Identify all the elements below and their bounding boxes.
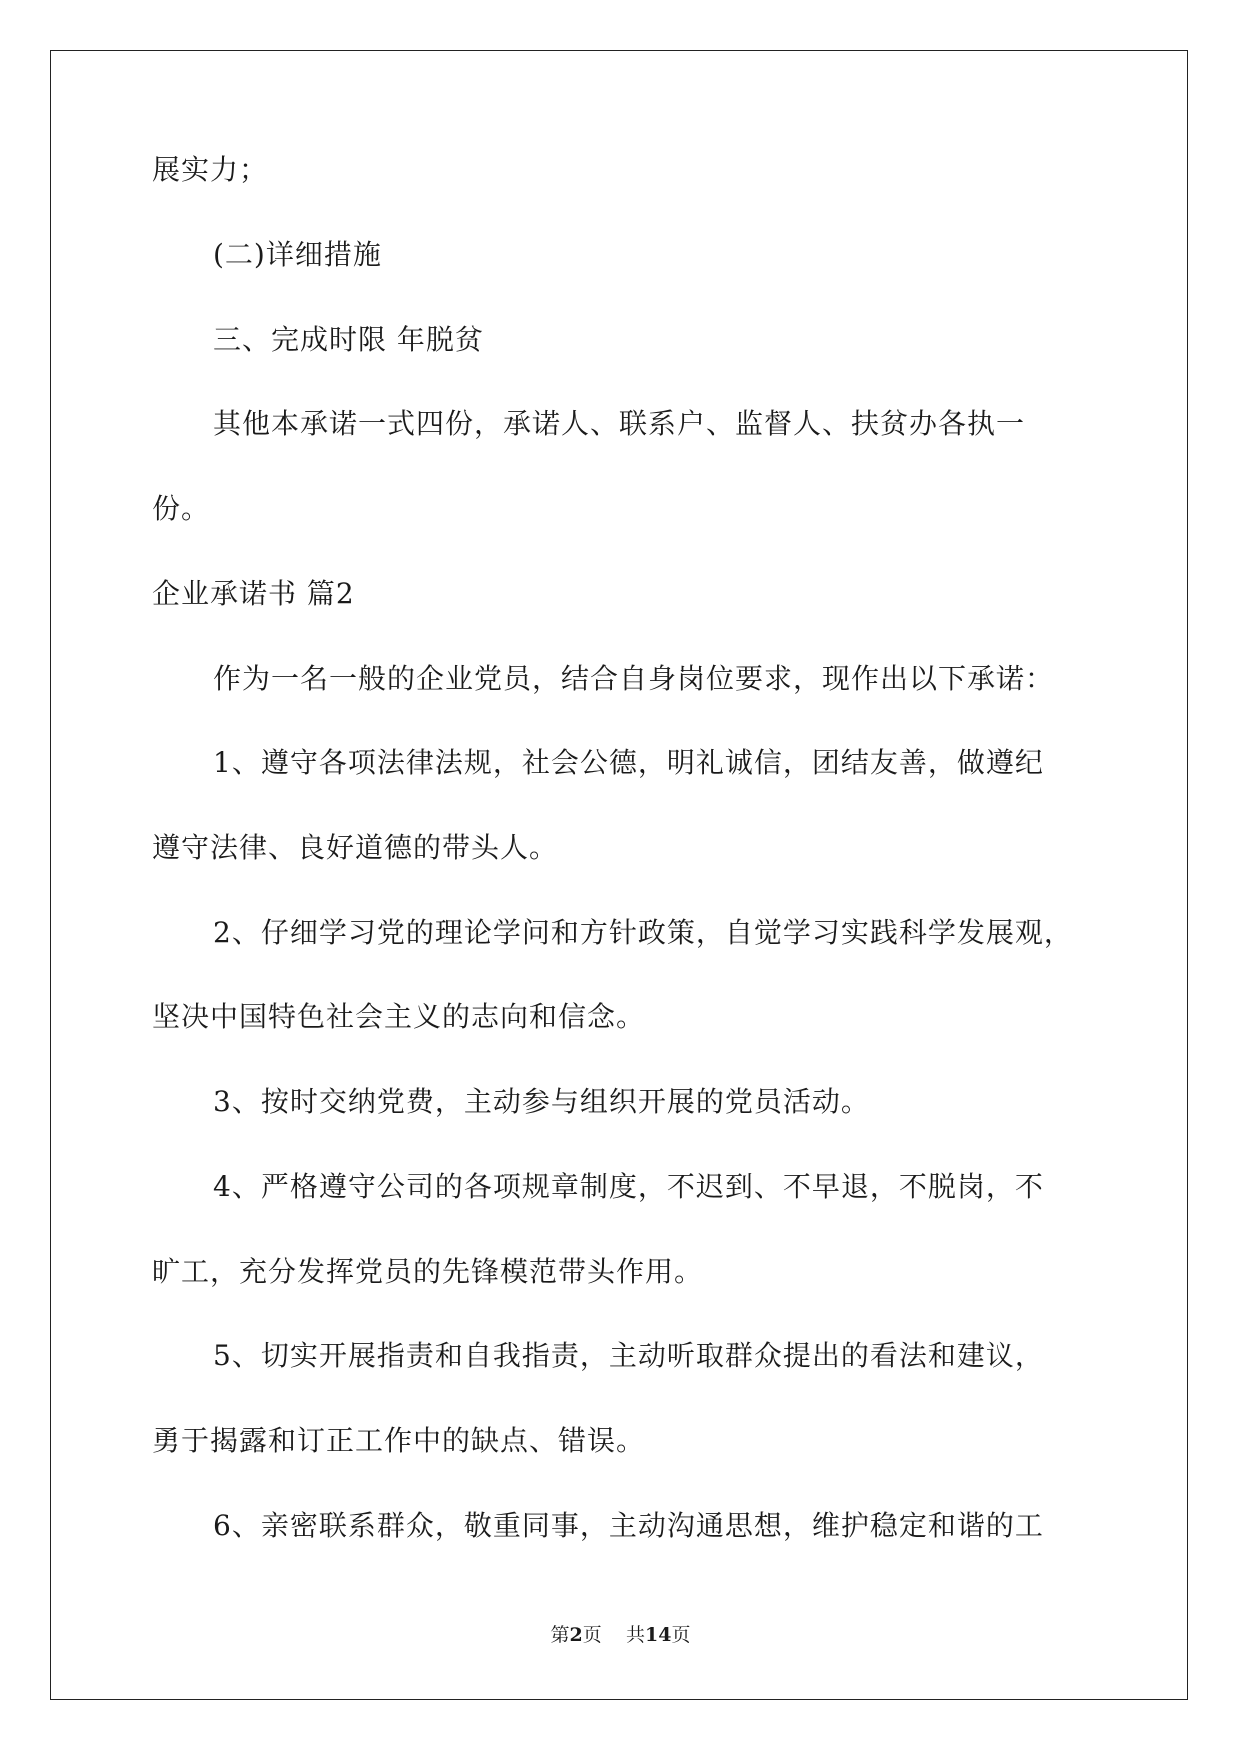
text-line: 展实力； <box>152 153 269 186</box>
text-line: 4、严格遵守公司的各项规章制度，不迟到、不早退，不脱岗，不 <box>213 1170 1044 1203</box>
total-pages: 14 <box>644 1624 672 1646</box>
text-line: 坚决中国特色社会主义的志向和信念。 <box>152 1000 646 1033</box>
text-line: 遵守法律、良好道德的带头人。 <box>152 831 559 864</box>
text-line: 5、切实开展指责和自我指责，主动听取群众提出的看法和建议， <box>213 1339 1044 1372</box>
text-line: 3、按时交纳党费，主动参与组织开展的党员活动。 <box>213 1085 870 1118</box>
footer-prefix: 第 <box>550 1624 570 1646</box>
text-line: 6、亲密联系群众，敬重同事，主动沟通思想，维护稳定和谐的工 <box>213 1509 1044 1542</box>
page-footer <box>0 1623 1241 1647</box>
text-line: 三、完成时限 年脱贫 <box>213 323 484 356</box>
text-line: 作为一名一般的企业党员，结合自身岗位要求，现作出以下承诺： <box>213 662 1055 695</box>
footer-total-prefix: 共 <box>625 1624 645 1646</box>
text-line: 旷工，充分发挥党员的先锋模范带头作用。 <box>152 1255 704 1288</box>
section-heading: 企业承诺书 篇2 <box>152 577 355 610</box>
text-line: 勇于揭露和订正工作中的缺点、错误。 <box>152 1424 646 1457</box>
text-line: 2、仔细学习党的理论学问和方针政策，自觉学习实践科学发展观， <box>213 916 1073 949</box>
footer-page-suffix: 页 <box>582 1624 602 1646</box>
page-number: 2 <box>569 1624 583 1646</box>
text-line: 1、遵守各项法律法规，社会公德，明礼诚信，团结友善，做遵纪 <box>213 746 1044 779</box>
text-line: 其他本承诺一式四份，承诺人、联系户、监督人、扶贫办各执一 <box>213 407 1026 440</box>
text-line: 份。 <box>152 492 211 525</box>
text-line: (二)详细措施 <box>213 238 382 271</box>
footer-total-suffix: 页 <box>671 1624 691 1646</box>
